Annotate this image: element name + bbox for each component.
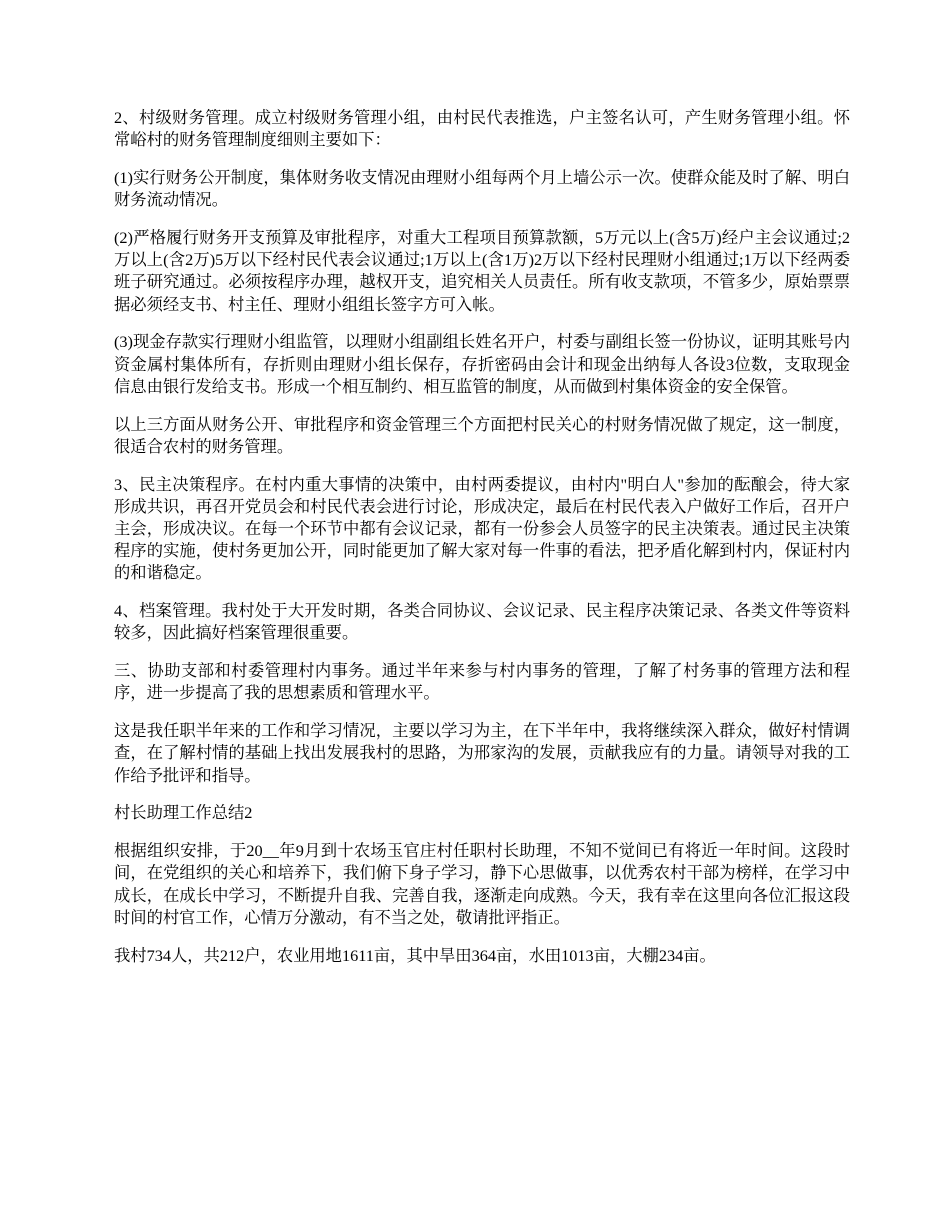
paragraph-democratic-decision: 3、民主决策程序。在村内重大事情的决策中，由村两委提议，由村内"明白人"参加的酝酿会，待大家形成共识，再召开党员会和村民代表会进行讨论，形成决定，最后在村民代表入户做好工作后，召开户主会，形成决议。在每一个环节中都有会议记录，都有一份参会人员签字的民主决策表。通过民主决策程序的实施，使村务更加公开，同时能更加了解大家对每一件事的看法，把矛盾化解到村内，保证村内的和谐稳定。 [114, 474, 850, 583]
paragraph-half-year-summary: 这是我任职半年来的工作和学习情况，主要以学习为主，在下半年中，我将继续深入群众，做好村情调查，在了解村情的基础上找出发展我村的思路，为邢家沟的发展，贡献我应有的力量。请领导对我的工作给予批评和指导。 [114, 721, 850, 785]
document-page [114, 107, 850, 982]
paragraph-budget-approval: (2)严格履行财务开支预算及审批程序，对重大工程项目预算款额，5万元以上(含5万)经户主会议通过;2万以上(含2万)5万以下经村民代表会议通过;1万以上(含1万)2万以下经村民理财小组通过;1万以下经两委班子研究通过。必须按程序办理，越权开支，追究相关人员责任。所有收支款项，不管多少，原始票票据必须经支书、村主任、理财小组组长签字方可入帐。 [114, 228, 850, 314]
paragraph-cash-supervision: (3)现金存款实行理财小组监管，以理财小组副组长姓名开户，村委与副组长签一份协议，证明其账号内资金属村集体所有，存折则由理财小组长保存，存折密码由会计和现金出纳每人各设3位数，支取现金信息由银行发给支书。形成一个相互制约、相互监管的制度，从而做到村集体资金的安全保管。 [114, 332, 850, 396]
paragraph-financial-disclosure: (1)实行财务公开制度，集体财务收支情况由理财小组每两个月上墙公示一次。使群众能及时了解、明白财务流动情况。 [114, 168, 850, 210]
paragraph-village-finance-management: 2、村级财务管理。成立村级财务管理小组，由村民代表推选，户主签名认可，产生财务管理小组。怀常峪村的财务管理制度细则主要如下： [114, 108, 850, 150]
paragraph-appointment-intro: 根据组织安排，于20__年9月到十农场玉官庄村任职村长助理，不知不觉间已有将近一年时间。这段时间，在党组织的关心和培养下，我们俯下身子学习，静下心思做事，以优秀农村干部为榜样，在学习中成长，在成长中学习，不断提升自我、完善自我，逐渐走向成熟。今天，我有幸在这里向各位汇报这段时间的村官工作，心情万分激动，有不当之处，敬请批评指正。 [114, 841, 850, 927]
section-title: 村长助理工作总结2 [114, 803, 253, 823]
paragraph-finance-summary: 以上三方面从财务公开、审批程序和资金管理三个方面把村民关心的村财务情况做了规定，这一制度，很适合农村的财务管理。 [114, 414, 850, 456]
paragraph-archive-management: 4、档案管理。我村处于大开发时期，各类合同协议、会议记录、民主程序决策记录、各类文件等资料较多，因此搞好档案管理很重要。 [114, 601, 850, 643]
paragraph-assist-affairs: 三、协助支部和村委管理村内事务。通过半年来参与村内事务的管理，了解了村务事的管理方法和程序，进一步提高了我的思想素质和管理水平。 [114, 661, 850, 703]
paragraph-village-statistics: 我村734人，共212户，农业用地1611亩，其中旱田364亩，水田1013亩，大棚234亩。 [114, 945, 716, 965]
